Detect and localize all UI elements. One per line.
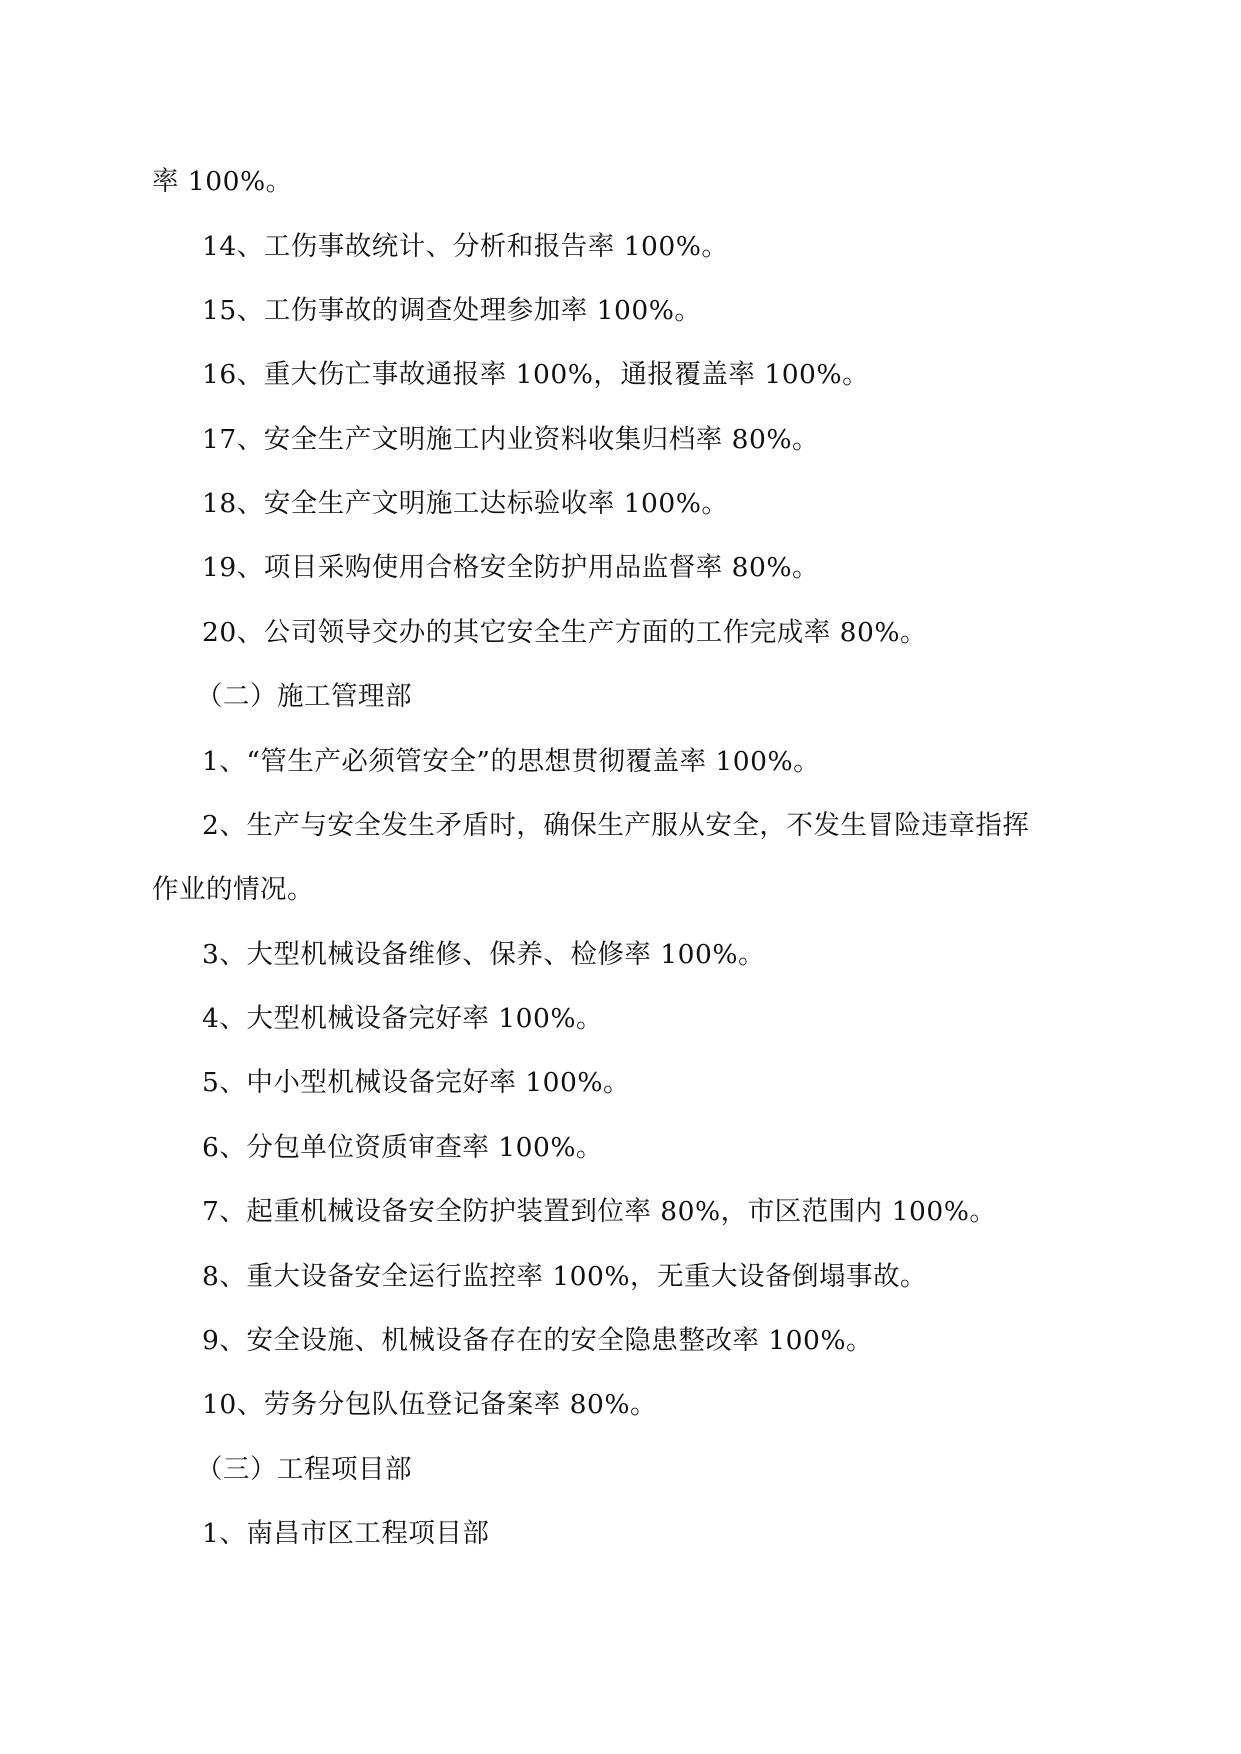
list-item: 5、中小型机械设备完好率 100%。 (202, 1067, 631, 1098)
list-item: 8、重大设备安全运行监控率 100%，无重大设备倒塌事故。 (202, 1261, 928, 1292)
list-item: 9、安全设施、机械设备存在的安全隐患整改率 100%。 (202, 1325, 874, 1356)
list-item: 16、重大伤亡事故通报率 100%，通报覆盖率 100%。 (202, 359, 870, 390)
paragraph-continuation: 率 100%。 (152, 166, 293, 197)
list-item: 3、大型机械设备维修、保养、检修率 100%。 (202, 939, 766, 970)
list-item: 10、劳务分包队伍登记备案率 80%。 (202, 1389, 658, 1420)
list-item: 14、工伤事故统计、分析和报告率 100%。 (202, 231, 729, 262)
paragraph-continuation: 作业的情况。 (152, 874, 314, 905)
list-item: 15、工伤事故的调查处理参加率 100%。 (202, 295, 702, 326)
list-item: 6、分包单位资质审查率 100%。 (202, 1132, 604, 1163)
list-item: 2、生产与安全发生矛盾时，确保生产服从安全，不发生冒险违章指挥 (202, 810, 1030, 841)
list-item: 18、安全生产文明施工达标验收率 100%。 (202, 488, 729, 519)
list-item: 1、南昌市区工程项目部 (202, 1518, 490, 1549)
list-item: 19、项目采购使用合格安全防护用品监督率 80%。 (202, 552, 820, 583)
list-item: 4、大型机械设备完好率 100%。 (202, 1003, 604, 1034)
section-heading: （二）施工管理部 (196, 681, 412, 712)
list-item: 17、安全生产文明施工内业资料收集归档率 80%。 (202, 424, 820, 455)
list-item: 7、起重机械设备安全防护装置到位率 80%，市区范围内 100%。 (202, 1196, 997, 1227)
list-item: 1、“管生产必须管安全”的思想贯彻覆盖率 100%。 (202, 746, 821, 777)
section-heading: （三）工程项目部 (196, 1454, 412, 1485)
list-item: 20、公司领导交办的其它安全生产方面的工作完成率 80%。 (202, 617, 928, 648)
